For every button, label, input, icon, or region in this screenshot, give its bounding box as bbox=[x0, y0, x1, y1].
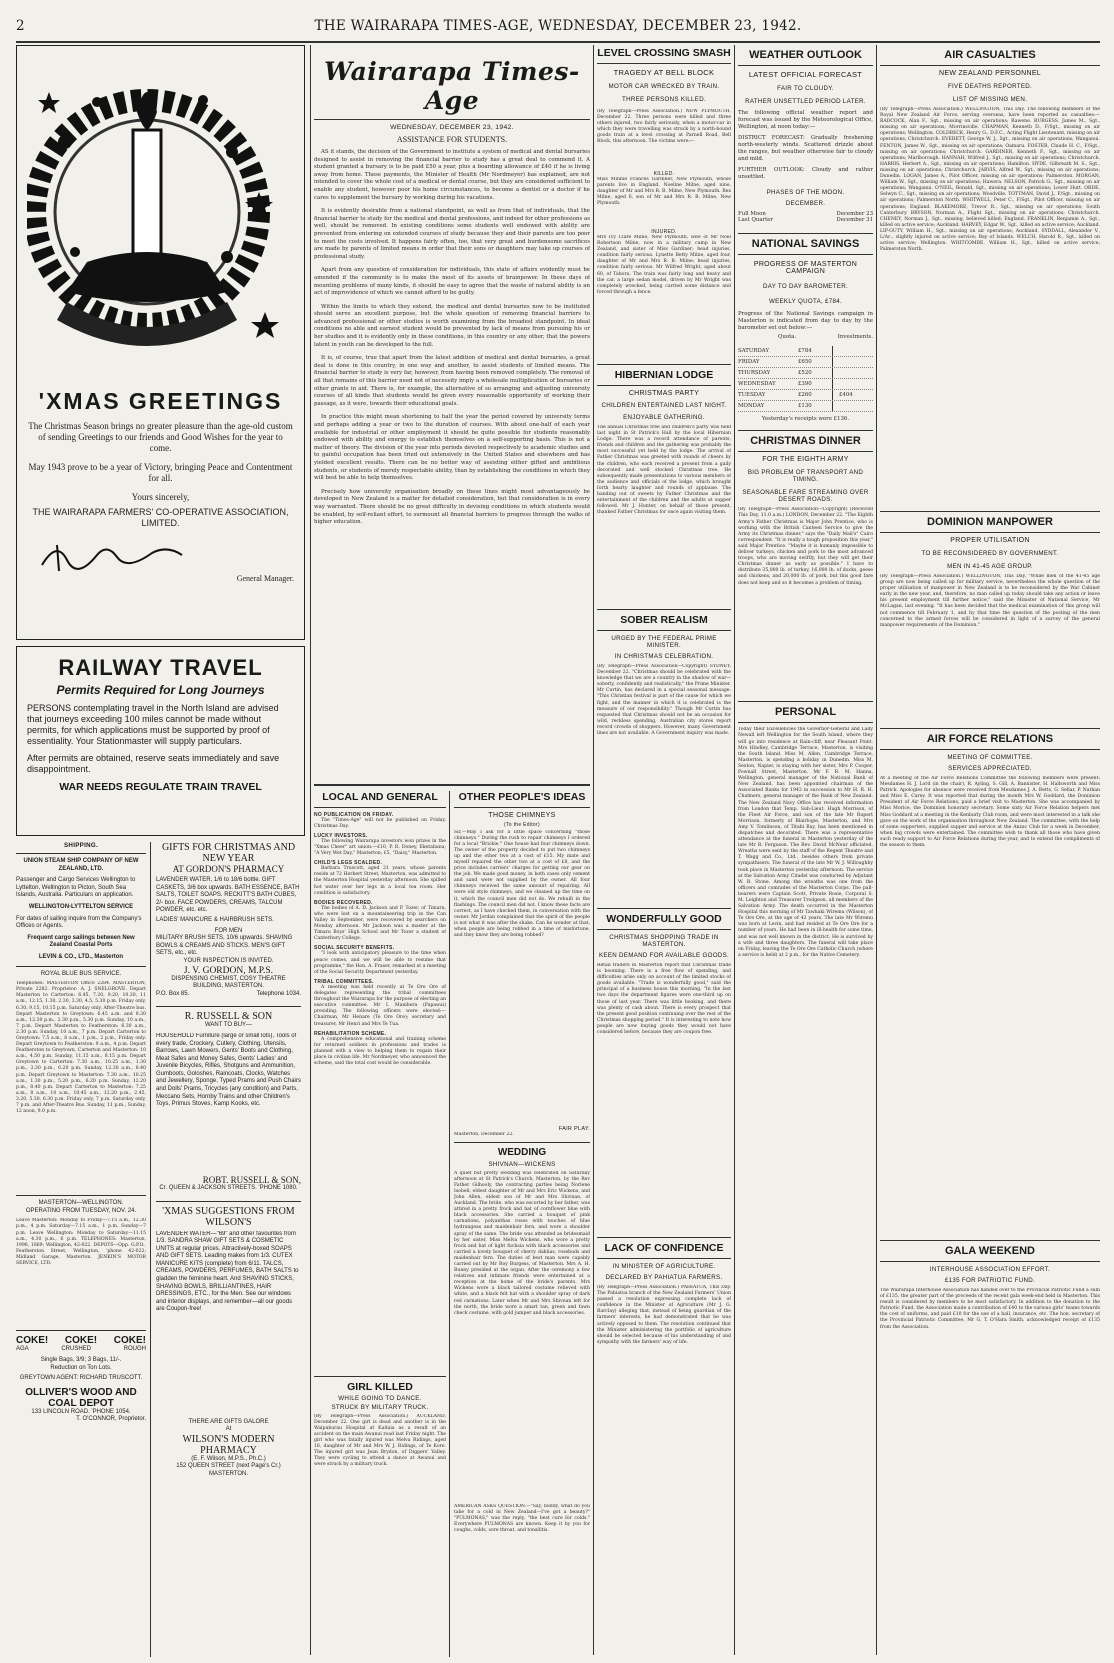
moon-date: December 31 bbox=[836, 217, 873, 224]
moon-row bbox=[738, 217, 873, 223]
crossing-sub1: TRAGEDY AT BELL BLOCK bbox=[613, 68, 715, 77]
coke-grades bbox=[16, 1346, 146, 1354]
savings-quota-value: £784 bbox=[798, 346, 833, 356]
weather-body: The following official weather report and forecast was issued by the Meteorological Office, Wellington, at noon today:— bbox=[738, 110, 873, 130]
coke-ton: Reduction on Ton Lots. bbox=[50, 1364, 112, 1371]
coke-2: COKE! bbox=[64, 1335, 98, 1347]
sober-title: SOBER REALISM bbox=[620, 614, 708, 626]
wl-service: WELLINGTON-LYTTELTON SERVICE bbox=[28, 903, 134, 910]
xmas-yours: Yours sincerely, bbox=[131, 492, 190, 502]
crossing-sub3: THREE PERSONS KILLED. bbox=[621, 96, 706, 103]
ideas-sub: THOSE CHIMNEYS bbox=[488, 811, 556, 819]
masthead-line: THE WAIRARAPA TIMES-AGE, WEDNESDAY, DECEMBER 23, 1942. bbox=[314, 18, 802, 34]
savings-quota: WEEKLY QUOTA, £784. bbox=[768, 298, 843, 306]
girl-killed-title: GIRL KILLED bbox=[347, 1380, 413, 1393]
russell-addr: Cr. QUEEN & JACKSON STREETS. 'PHONE 1080. bbox=[159, 1184, 298, 1191]
weather-sub2: FAIR TO CLOUDY. bbox=[777, 85, 834, 92]
hibernian-sub2: CHILDREN ENTERTAINED LAST NIGHT. bbox=[601, 402, 727, 409]
confidence-body: (By Telegraph—Press Association.) PAHIATUA, This Day. The Pahiatua branch of the New Zealand Farmers' Union passed a resolution expressing complete lack of confidence in the Minister of Agriculture (Mr J. G. Barclay) alleging that, instead of being guardian of the farmers' interests, he had demonstrated that he was actively opposed to them. The resolution continued that the Minister administering the portfolio of agriculture should be selected because of his understanding of and sympathy with the farmers' way of life. bbox=[597, 1285, 731, 1345]
editorial-para: Within the limits to which they extend, the medical and dental bursaries now to be instituted should serve an excellent purpose, but the whole question of removing financial barriers to advanced professional or other studies is worth examining from the broadest standpoint. In ideal conditions no able and earnest student would be prevented by lack of means from pursuing his or her studies and it is evidently only in these conditions, in this country or any other, that the powers latent in youth can be developed to the full. bbox=[314, 303, 590, 348]
savings-investment-value bbox=[833, 379, 868, 389]
xmas-greetings-ad bbox=[16, 45, 305, 640]
savings-investment-value bbox=[833, 357, 868, 367]
air-casualty-list: (By Telegraph—Press Association.) WELLINGTON, This Day. The following members of the Royal New Zealand Air Force, serving overseas, have been reported as casualties:— BADCOCK, Alan F., Sgt., missing on air operations; Rawene. BURGESS, James M., Sgt., missing on air operations; Morrinsville. CHAPMAN, Kenneth D., F/Sgt., missing on air operations; Wellington. COLDBECK, Henry G., D.F.C., Acting Flight Lieutenant, missing on air operations; Christchurch. EVERETT, George W. J., Sgt., missing on air operations; Wanganui. FENTON, James W., Sgt., missing on air operations; Oamaru. FOSTER, Claude H. C., F/Sgt., missing on air operations; Christchurch. GARDINER, Kenneth F., Sgt., missing on air operations; Marlborough. HANNAH, Wilfred J., Sgt., missing on air operations; Christchurch. HARRIS, Herbert A., Sgt., missing on air operations; Hamilton. HYDE, Gilbreath M. S., Sgt., missing on air operations; Christchurch. JARVIS, Alfred W., Sgt., missing on air operations; Dunedin. LOGAN, James A., Pilot Officer, missing on air operations; Palmerston. MORGAN, William W., Sgt., missing on air operations; Hawera. NELSON, Patrick G., Sgt., missing on air operations; Wanganui. O'NEIL, Ronald, Sgt., missing on air operations; Lower Hutt. ORDE, Selwyn C., Sgt., missing on air operations; Woodville. TOTTMAN, David J., F/Sgt., missing on air operations; Palmerston North. WHITWELL, Peter C., F/Sgt., Pilot Officer, missing on air operations; England. BLAKEMORE, Trevor R., Sgt., missing on air operations; South Canterbury. BRYSON, Norman A., Flight Sgt., missing on air operations; Christchurch. CHENEY, Norman J., Sgt., missing, believed killed; England. FRANKLIN, Benjamin A., Sgt., killed on active service; Auckland. HARVEY, Edgar W., Sgt., killed on active service; Auckland. LIP-GUTY, William H., Sgt., missing on air operations; Auckland. SYDDALL, Alexander V., L/Ac., slightly injured on active service; Bay of Islands. WELCH, Harold R., Sgt., killed on active service; Wellington. WHITCOMBE, William H., Sgt., killed on active service; Palmerston North. bbox=[880, 107, 1100, 253]
coke-1: COKE! bbox=[16, 1335, 49, 1347]
pulmonas-ad: AMERICAN ASKS QUESTION.—"Say, buddy, what do you take for a cold in New Zealand—I've got a beauty?" "PULMONAS," was the reply, "the best cure for colds." Everywhere PULMONAS are known. Keep it by you for coughs, colds, sore throat, and tonsilitis. bbox=[454, 1503, 590, 1533]
local-item-text: Barbara Truscott, aged 21 years, whose parents reside at 72 Herbert Street, Masterton, was admitted to the Masterton Hospital yesterday afternoon. She spilled hot water over her legs in a local tea room. Her condition is satisfactory. bbox=[314, 866, 446, 896]
gordon-po: P.O. Box 85. bbox=[156, 990, 190, 997]
editorial-para: AS it stands, the decision of the Government to institute a system of medical and dental bursaries designed to assist in removing the financial barrier to study has a great deal to commend it. A student granted a bursary is to be paid £50 a year, plus a boarding allowance of £40 if he is living away from home. These payments, the Minister of Health (Mr Nordmeyer) has explained, are not intended to cover the whole cost of a medical or dental course, but they are considered sufficient to enable any student, however poor his home circumstances, to become a dentist or a doctor if he cares to supplement the bursary by working during his vacations. bbox=[314, 149, 590, 201]
savings-col-quota: Quota. bbox=[778, 334, 797, 341]
savings-row bbox=[738, 379, 873, 390]
editorial-title: ASSISTANCE FOR STUDENTS. bbox=[396, 135, 508, 144]
gordon-at: AT GORDON'S PHARMACY bbox=[172, 864, 285, 874]
olliver-title: OLLIVER'S WOOD AND COAL DEPOT bbox=[25, 1386, 137, 1409]
girl-killed-sub2: STRUCK BY MILITARY TRUCK. bbox=[331, 1403, 429, 1411]
xmas-org: THE WAIRARAPA FARMERS' CO-OPERATIVE ASSOCIATION, LIMITED. bbox=[32, 507, 289, 528]
local-items bbox=[314, 812, 446, 1372]
local-item-head: TRIBAL COMMITTEES. bbox=[314, 978, 374, 985]
crossing-injured: Mrs Ivy Clare Milne, New Plymouth, wife of Mr Noel Robertson Milne, now in a military camp in New Zealand, and sister of Miss Gardiner; head injuries, condition fairly serious. Lynette Betty Milne, aged four, daughter of Mr and Mrs R. B. Milne; head injuries, condition fairly serious. Mr Wilfred Wright, aged about 60, of Tahora. The train was fairly long and heavy and the car, a large sedan model, driven by Mr Wright was completely wrecked, being carried some distance and forced through a fence. bbox=[597, 235, 731, 295]
dinner-body: (By Telegraph—Press Association—Copyright) (Received This Day, 11.0 a.m.) LONDON, December 22. "The Eighth Army's Father Christmas is Major John Prentice, who is working with the British Canteen Service to give the Army its Christmas dinner," says the "Daily Mail's" Cairo correspondent. "It is really a tough proposition this year," said Major Prentice. "Maybe it is humanly impossible to deliver turkeys, chicken and pork to the most advanced troops, who are moving swiftly, but they will get their Christmas dinner as early as possible." I have to distribute 35,000 lb. of turkey, 16,000 lb. of ducks, geese and chickens, and 20,000 lb. of pork, but this good fare does not keep and so it becomes a problem of timing. bbox=[738, 507, 873, 586]
editorial-para: Apart from any question of consideration for individuals, this state of affairs evidently must be amended if the community is to make the most of its assets of brainpower. In these days of mounting problems of many kinds, it should be easy to agree that the waste of natural ability is an act of improvidence of which we cannot afford to be guilty. bbox=[314, 267, 590, 297]
airforce-relations-title: AIR FORCE RELATIONS bbox=[926, 733, 1054, 745]
local-item-text: A comprehensive educational and training scheme for returned soldiers in professions and trades is planned with a view to helping them to regain their place in civilian life. Mr Nordmeyer, who announced the scheme, said the total cost would be considerable. bbox=[314, 1036, 446, 1067]
savings-body: Progress of the National Savings campaign in Masterton is indicated from day to day by the barometer set out below:— bbox=[738, 311, 873, 332]
savings-sub: PROGRESS OF MASTERTON CAMPAIGN bbox=[753, 261, 858, 276]
gordon-men-body: MILITARY BRUSH SETS, 10/6 upwards. SHAVING BOWLS & CREAMS AND STICKS. MEN'S GIFT SETS, etc., etc. bbox=[156, 935, 293, 957]
shipping-agent: LEVIN & CO., LTD., Masterton bbox=[38, 953, 124, 960]
airforce-body: At a meeting of the Air Force Relations Committee the following members were present: Mesdames H. J. Lord (in the chair), R. Ayling, S. Gill, A. Bannister, H. Hallsworth and Miss Patrick. Apologies for absence were received from Mesdames J. A. Betts, G. Sellar, P. Nathan and Miss E. Carey. It was reported that during the month Mrs W. Goddard, the Dominion President of Air Force Relations, paid a brief visit to Masterton. She was accompanied by Miss Morice, the Dominion honorary secretary. Some sixty Air Force Relation helpers met Miss Goddard at a meeting in the Kenburly Club room, and were most interested in a talk she gave on the work of the organisation throughout New Zealand. The committee, with the help of some supporters, supplied supper and service at the Anzac Club for a week in December, when big crowds were entertained. The committee wish to thank all those who have given such ready support to Air Force Relations during the year, and to extend the compliments of the season to them. bbox=[880, 776, 1100, 849]
savings-quota-value: £130 bbox=[798, 401, 833, 411]
editorial-para: It is evidently desirable from a national standpoint, as well as from that of individuals, that the financial barrier to study for the medical and dental professions, and indeed for other professions as well, should be removed. In existing conditions some students well endowed with ability are prevented from entering on extended courses of study because they and their parents are too poor to meet the costs involved. It happens fairly often, too, that very great and burdensome sacrifices are made by parents of limited means in order that their sons or daughters may take up courses of professional study. bbox=[314, 208, 590, 260]
ideas-place: Masterton, December 22. bbox=[454, 1131, 514, 1137]
russell-want: WANT TO BUY— bbox=[204, 1022, 253, 1029]
editorial-date: WEDNESDAY, DECEMBER 23, 1942. bbox=[390, 124, 514, 131]
weather-district: DISTRICT FORECAST: Gradually freshening north-westerly winds. Scattered drizzle about the ranges, but weather otherwise fair to cloudy and mild. bbox=[738, 135, 873, 162]
russell-name: R. RUSSELL & SON bbox=[184, 1011, 273, 1023]
crossing-injured-h: INJURED. bbox=[651, 229, 677, 235]
ideas-editor: (To the Editor) bbox=[504, 821, 540, 828]
coke-banner bbox=[16, 1335, 146, 1346]
moon-date: December 23 bbox=[836, 211, 873, 217]
greytown-agent: GREYTOWN AGENT: RICHARD TRUSCOTT. bbox=[19, 1375, 143, 1382]
olliver-prop: T. O'CONNOR, Proprietor. bbox=[76, 1416, 146, 1423]
dinner-sub3: SEASONABLE FARE STREAMING OVER DESERT ROADS. bbox=[742, 489, 869, 504]
ideas-letter: Sir,—May I ask for a little space concerning "those chimneys." During the rush to repair chimneys I ordered for a local "Brickie." One house had four chimneys down. The owner of the property decided to put two chimneys up and the other two at a cost of £15. My mate and myself repaired the other two at a cost of £8, and the price includes carriers' charges for getting our gear on the job. We made good money, in both cases only cement and sand were not supplied by the owner. All four chimneys received the same amount of repairing. All were old style chimneys, and we cleaned up the time on it, which the council men did not do. We rebuilt in the flashings. The council men did not. I know these facts are correct, as I have checked them, in conversation with the owner. Mr Jordan complained that the spirit of the people is not what it was after the shake. Can he wonder at that, when people are being robbed in a time of misfortune, and they know they are being robbed? bbox=[454, 829, 590, 939]
savings-sub2: DAY TO DAY BAROMETER. bbox=[762, 283, 849, 291]
personal-body: Today their Excellencies the Governor-General and Lady Newall left Wellington for the South Island, where they will go into residence at Rain-cliff, near Pleasant Point. Mrs Hindley, Cambridge Terrace, Masterton, is visiting the South Island. Miss M. Allen, Cambridge Terrace, Masterton, is spending a holiday in Dunedin. Miss M. Sexton, Napier, is staying with her sister, Mrs P. Cooper, Pownall Street, Masterton. Mr F. R. M. Hanna, Wellington, general manager of the National Bank of New Zealand, has been appointed chairman of the Associated Banks for 1943 in succession to Mr H. R. H. Chalmers, general manager of the Bank of New Zealand. The New Zealand Navy Office has received information from London that Temp. Sub-Lieut. Hugh Morrison, of the Fleet Air Force, and son of the late Mr Rupert Morrison, formerly of Blairlogie, Masterton, and Mrs Amy V. Tomlinson, of Titahi Bay, has been mentioned in dispatches and decorated. There was a representative attendance at the funeral in Masterton yesterday of the late Mr R. Ferguson. The Rev. David McNeur officiated. Wreaths were sent by the staff of the Regent Theatre and T. Wagg and Co., Ltd., besides others from private sympathisers. The funeral of the late Mr W. J. Willoughby took place in Masterton yesterday afternoon. The service at the Salvation Army Citadel was conducted by Adjutant W. B. Stone. Among the wreaths was one from the officers and comrades of the Masterton Corps. The pall-bearers were Captain Scott, Private Rosie, Corporal S. M. Leighton and Treasurer Trodgeon, all members of the Salvation Army. The death occurred in the Masterton Hospital this morning of Mr Tawhaki Wiremu (Wilson), of Te Ore Ore, at the age of 42 years. The late Mr Wiremu was born at Levin, and had resided at Te Ore Ore for a number of years. He had been in ill-health for some time, and was not well known in the district. He is survived by a wife and three daughters. The funeral will take place on Friday, leaving the Te Ore Ore Catholic Church (where a service is held) at 2 p.m., for the Native Cemetery. bbox=[738, 727, 873, 958]
local-item-text: "I look with anticipatory pleasure to the time when peace comes, and we will be able to resume that programme," the Hon. A. Fraser, remarked at a meeting of the Social Security Department yesterday. bbox=[314, 951, 446, 975]
coke-rough: ROUGH bbox=[123, 1346, 146, 1353]
personal-title: PERSONAL bbox=[774, 706, 837, 719]
wilson-body: LAVENDER WATER—"69" and other favourites from 1/3. SANDRA SHAW GIFT SETS & COSMETIC UNITS at regular prices. Attractively-boxed SOAPS AND GIFT SETS. Leading makes from 1/3. CUTEX MANICURE KITS (complete) from 6/11. TALCS, CREAMS, POWDERS, PERFUMES, BATH SALTS to gladden the feminine heart. And SHAVING STICKS, SHAVING BOWLS, BRILLIANTINES, HAIR DRESSINGS, ETC., for the Men. See our windows and interior displays, and remember—all our goods are Coupon-free! bbox=[156, 1230, 299, 1313]
mw-operating: OPERATING FROM TUESDAY, NOV. 24. bbox=[25, 1207, 137, 1214]
chemist-ads bbox=[151, 842, 301, 1657]
editorial-para: Precisely how university organisation broadly on these lines might most advantageously be developed in New Zealand is a matter for detailed consideration, but that consideration is in every way warranted. There should be no great difficulty in devising conditions in which students would be enabled, by self-reliant effort, to surmount all financial barriers to progress through the walks of higher education. bbox=[314, 488, 590, 526]
gordon-body: LAVENDER WATER, 1/6 to 18/6 bottle. GIFT CASKETS, 3/6 box upwards. BATH ESSENCE, BATH SALTS, TOILET SOAPS. RECKITT'S BATH CUBES, 2/- box. FACE POWDERS, CREAMS, TALCUM POWDER, etc. etc. bbox=[156, 877, 300, 914]
local-item-head: BODIES RECOVERED. bbox=[314, 899, 373, 906]
crossing-body: (By Telegraph—Press Association.) NEW PLYMOUTH, December 22. Three persons were killed and three others injured, two fairly seriously, when a motor-car in which they were travelling was struck by a north-bound goods train at a level crossing at Parnell Road, Bell Block, this afternoon. The victims were:— bbox=[597, 109, 731, 145]
manpower-body: (By Telegraph—Press Association.) WELLINGTON, This Day. "While men of the 41-45 age group are now being called up for military service, nevertheless the whole question of the proper utilisation of manpower in New Zealand is to be reconsidered by the War Cabinet early in the new year, and, therefore, no man called up today should take any action or leave his present employment till further notice," said the Minister of National Service, Mr McLagan, last evening. "It has been decided that the medical examination of this group will not commence till February 1, and by that time the question of the posting of the men concerned to the armed forces will be considered in light of a survey of the general manpower requirements of the Dominion." bbox=[880, 574, 1100, 628]
railway-travel-ad bbox=[16, 646, 305, 836]
wilson-addr: 152 QUEEN STREET (next Page's Cr.) MASTERTON. bbox=[176, 1463, 281, 1477]
dinner-sub: FOR THE EIGHTH ARMY bbox=[762, 456, 849, 464]
lower-editorial bbox=[314, 791, 590, 1658]
local-item-text: A meeting was held recently at Te Ore Ore of delegates representing the tribal committees throughout the Wairarapa for the purpose of electing an executive committee. Mr I. Manihera (Papawai) presiding. The following officers were elected:—Chairman, Mr Henare (Te Ore Ore); secretary and treasurer, Mr Henri and Mrs Te Tua. bbox=[314, 984, 446, 1027]
savings-quota-value: £520 bbox=[798, 368, 833, 378]
dinner-title: CHRISTMAS DINNER bbox=[750, 435, 861, 448]
savings-row bbox=[738, 368, 873, 379]
news-column-3 bbox=[597, 45, 731, 1657]
confidence-sub: IN MINISTER OF AGRICULTURE. bbox=[612, 1263, 716, 1270]
savings-day: SATURDAY bbox=[738, 348, 770, 355]
sober-sub2: IN CHRISTMAS CELEBRATION. bbox=[614, 653, 714, 660]
airforce-sub: MEETING OF COMMITTEE. bbox=[947, 754, 1033, 761]
manpower-sub2: TO BE RECONSIDERED BY GOVERNMENT. bbox=[921, 550, 1059, 557]
editorial-rule bbox=[314, 784, 590, 786]
railway-text-2: After permits are obtained, reserve seats immediately and save disappointment. bbox=[27, 753, 280, 774]
dinner-sub2: BIG PROBLEM OF TRANSPORT AND TIMING. bbox=[747, 469, 864, 484]
air-casualties-title: AIR CASUALTIES bbox=[944, 49, 1036, 61]
shipping-head: SHIPPING. bbox=[64, 842, 98, 849]
olliver-addr: 133 LINCOLN ROAD. 'PHONE 1054. bbox=[31, 1408, 131, 1415]
moon-month: DECEMBER. bbox=[785, 200, 826, 207]
russell-body: HOUSEHOLD Furniture (large or small lots), Tools of every trade, Crockery, Cutlery, Clothing, Utensils, Barrows, Lawn Mowers, Gents' Boots and Clothing, Meat Safes and Money Safes, Gents' Ladies' and Juvenile Bicycles, Rifles, Shotguns and Ammunition, Gumboots, Goloshes, Raincoats, Clocks, Watches and Jewellery, Sponge, Typed Prams and Push Chairs and Dolls' Prams, Tricycles (any condition) and Parts, Meccano Sets, Hornby Trains and other Children's Toys, Primus Stoves, Kamp Kooks, etc. bbox=[156, 1032, 301, 1108]
local-title: LOCAL AND GENERAL bbox=[322, 790, 438, 803]
savings-quota-value: £650 bbox=[798, 357, 833, 367]
savings-investment-value: £404 bbox=[839, 392, 853, 399]
local-item-text: The following Wairarapa investors won prizes in the "Xmas Cheer" art union:—£10, P. R. Doney, Eketahuna; "A Very Wet Day," Masterton; £5, "Daisy," Masterton. bbox=[314, 838, 446, 857]
gala-sub: INTERHOUSE ASSOCIATION EFFORT. bbox=[929, 1266, 1051, 1273]
xmas-greetings-title: 'XMAS GREETINGS bbox=[38, 388, 283, 414]
wedding-title: WEDDING bbox=[497, 1146, 547, 1158]
column-rule-4 bbox=[876, 45, 877, 1655]
crossing-title: LEVEL CROSSING SMASH bbox=[597, 47, 731, 59]
union-body: Passenger and Cargo Services Wellington to Lyttelton, Wellington to Picton, South Sea Islands, Australia. Particulars on application. bbox=[16, 877, 136, 899]
gordon-title: GIFTS FOR CHRISTMAS AND NEW YEAR bbox=[161, 842, 296, 864]
girl-killed-sub: WHILE GOING TO DANCE. bbox=[338, 1394, 422, 1402]
airforce-sub2: SERVICES APPRECIATED. bbox=[948, 765, 1032, 772]
xmas-text-1: The Christmas Season brings no greater pleasure than the age-old custom of sending Greetings to our friends and Good Wishes for the year to come. bbox=[28, 421, 293, 453]
hibernian-sub: CHRISTMAS PARTY bbox=[628, 390, 700, 397]
coke-aga: AGA bbox=[16, 1346, 29, 1353]
gala-body: The Wairarapa Interhouse Association has handed over to the Provincial Patriotic Fund a sum of £135, the greater part of the proceeds of the recent gala week-end held in Masterton. This result is considered by members to be most satisfactory. In addition to the donation to the Patriotic Fund, the Association made a contribution of £40 to the various girls' teams towards the cost of uniforms, and paid £10 for the use of a hall, insurance, etc. The hon. secretary of the Provincial Patriotic Committee, Mr G. T. O'Hara Smith, acknowledged receipt of £135 from the Association. bbox=[880, 1288, 1100, 1330]
crossing-sub2: MOTOR CAR WRECKED BY TRAIN. bbox=[608, 83, 720, 90]
savings-investment-value bbox=[833, 401, 868, 411]
editorial-body bbox=[314, 149, 590, 779]
column-rule-1 bbox=[310, 45, 311, 1655]
wonderful-sub: CHRISTMAS SHOPPING TRADE IN MASTERTON. bbox=[609, 934, 719, 948]
column-rule-3 bbox=[734, 45, 735, 1655]
union-steam-co: UNION STEAM SHIP COMPANY OF NEW ZEALAND, LTD. bbox=[23, 858, 139, 872]
gala-sub2: £135 FOR PATRIOTIC FUND. bbox=[944, 1277, 1036, 1284]
wilson-title: 'XMAS SUGGESTIONS FROM WILSON'S bbox=[162, 1205, 295, 1228]
air-sub3: LIST OF MISSING MEN. bbox=[952, 96, 1028, 103]
wilson-prop: (E. F. Wilson, M.P.S., Ph.C.) bbox=[191, 1455, 266, 1462]
confidence-title: LACK OF CONFIDENCE bbox=[604, 1242, 724, 1254]
russell-sign: ROBT. RUSSELL & SON, bbox=[202, 1174, 301, 1185]
news-column-5 bbox=[880, 45, 1100, 1657]
local-item-text: The "Times-Age" will not be published on Friday, Christmas Day. bbox=[314, 817, 446, 829]
crossing-killed: Miss Minnie Frances Gardiner, New Plymouth, whose parents live in England. Noeline Milne, aged nine, daughter of Mr and Mrs R. B. Milne, New Plymouth. Rex Milne, aged 6, son of Mr and Mrs R. B. Milne, New Plymouth. bbox=[597, 177, 731, 207]
xmas-text-2: May 1943 prove to be a year of Victory, bringing Peace and Contentment for all. bbox=[28, 462, 293, 483]
page-header bbox=[16, 14, 1100, 38]
wedding-body: A quiet but pretty wedding was celebrated on Saturday afternoon at St Patrick's Church, Masterton, by the Rev Father Gilhooly, the contracting parties being Norlene Isobell, eldest daughter of Mr and Mrs Eric Wickens, and John Allen, eldest son of Mr and Mrs Shivnan, of Auckland. The bride, who was escorted by her father, was attired in a pretty frock and hat of cornflower blue with black accessories. She carried a bouquet of pink carnations, polyanthas roses with touches of blue hydrangeas and maidenhair fern, and wore a shoulder spray of the same. The bride was attended as bridesmaid by her sister, Miss Melva Wickens, who wore a pretty frock and hat of light fuchsia with black accessories and carried a lovely bouquet of cherry dahlias, rosebuds and maidenhair fern. The duties of best man were capably carried out by Mr Roy Burgess, of Masterton. Mrs A. H. Bunny presided at the organ. After the ceremony a few relatives and intimate friends were entertained at a reception at the home of the bride's parents. Mrs Wickens wore a black tailored costume relieved with white, and a black felt hat with a shoulder spray of dark red carnations. Later when Mr and Mrs Shivnan left for the north, the bride wore a smart tan, green and fawn check costume, with gold jumper and black accessories. bbox=[454, 1170, 590, 1316]
manpower-title: DOMINION MANPOWER bbox=[927, 516, 1053, 528]
wonderful-body: Retail traders in Masterton report that Christmas trade is booming. There is a free flow of spending, and difficulties arise only on account of the limited stocks of goods available. "Trade is wonderfully good," said the principal of a business house this morning. "In the last two days the department figures were one-third up on those of last year. There was little booking, and there was plenty of cash about. There is every prospect that the present good position continuing over the rest of the Christmas shopping period." It is interesting to note how people are now buying goods they would not have considered before, because they are coupon free. bbox=[597, 963, 731, 1036]
bus-service: ROYAL BLUE BUS SERVICE. bbox=[40, 970, 122, 977]
local-item-text: The bodies of A. D. Jackson and P. Tozer, of Timaru, who were lost on a mountaineering trip in the Can Valley in September, were recovered by searchers on Monday afternoon. Mr Jackson was a master at the Timaru Boys' High School and Mr Tozer a student of Canterbury College. bbox=[314, 905, 446, 942]
savings-row bbox=[738, 346, 873, 357]
advertising-column bbox=[16, 45, 305, 1657]
confidence-sub2: DECLARED BY PAHIATUA FARMERS. bbox=[605, 1274, 723, 1281]
weather-sub3: RATHER UNSETTLED PERIOD LATER. bbox=[745, 98, 866, 105]
xmas-manager: General Manager. bbox=[236, 574, 294, 583]
signature bbox=[37, 535, 187, 575]
savings-day: MONDAY bbox=[738, 403, 765, 410]
savings-barometer bbox=[738, 346, 873, 412]
weather-title: WEATHER OUTLOOK bbox=[749, 49, 862, 61]
railway-text-1: PERSONS contemplating travel in the North Island are advised that journeys exceeding 100 miles cannot be made without permits, for which applications must be supported by proof of essentiality. Your Stationmaster will supply particulars. bbox=[27, 703, 279, 746]
local-item-head: REHABILITATION SCHEME. bbox=[314, 1030, 387, 1037]
hibernian-body: The annual Christmas tree and children's party was held last night in St Patrick's Hall by the local Hibernian Lodge. There was a record attendance of parents, friends and children and the gathering was probably the most successful yet held by the lodge. The arrival of Father Christmas was greeted with rounds of cheers by the children, who each received a present from a gaily decorated and well stocked Christmas tree. He subsequently made presentations to various members of the audience and officials of the lodge, which brought forth hearty laughter and rounds of applause. The handing out of sweets by Father Christmas and the entertainment of the children and the adults at supper followed. Mr J. Hunter, on behalf of those present, thanked Father Christmas for once again visiting them. bbox=[597, 425, 731, 516]
gordon-men: FOR MEN bbox=[214, 927, 243, 934]
savings-day: WEDNESDAY bbox=[738, 381, 776, 388]
editorial-para: In practice this might mean shortening to half the year the period covered by university terms and perhaps adding a year or two to the duration of courses. With about one-half of each year available for industrial or other employment it should be quite possible for students reasonably endowed with ability and energy to establish themselves on a self-supporting basis. This is not a matter of theory. The division of the year into periods devoted respectively to academic studies and to gainful occupation has been tried out extensively in the United States and elsewhere and has yielded excellent results. There can be no better way of assisting either gifted and ambitious students, or students of merely respectable ability, than by establishing the conditions in which they will best be able to help themselves. bbox=[314, 414, 590, 482]
savings-investment-value bbox=[833, 346, 868, 356]
sailing-dates: For dates of sailing inquire from the Company's Offices or Agents. bbox=[16, 915, 142, 930]
coke-crushed: CRUSHED bbox=[61, 1346, 91, 1353]
coke-bags: Single Bags, 3/9; 3 Bags, 11/-. bbox=[40, 1356, 122, 1363]
hibernian-sub3: ENJOYABLE GATHERING. bbox=[623, 414, 705, 421]
savings-col-invest: Investments. bbox=[837, 334, 873, 341]
railway-title: RAILWAY TRAVEL bbox=[58, 655, 263, 680]
shipping-ads bbox=[16, 842, 151, 1657]
savings-colheads bbox=[738, 334, 873, 340]
savings-row bbox=[738, 357, 873, 368]
savings-yesterday: Yesterday's receipts were £136. bbox=[761, 416, 850, 423]
hibernian-title: HIBERNIAN LODGE bbox=[614, 369, 714, 381]
cargo-sailings: Frequent cargo sailings between New Zealand Coastal Ports bbox=[27, 934, 135, 949]
savings-investment-value bbox=[833, 368, 868, 378]
news-column-4 bbox=[738, 45, 873, 1657]
editorial-masthead: Wairarapa Times-Age bbox=[324, 57, 580, 115]
air-sub: NEW ZEALAND PERSONNEL bbox=[939, 70, 1041, 77]
moon-heading: PHASES OF THE MOON. bbox=[766, 189, 845, 196]
savings-quota-value: £390 bbox=[798, 379, 833, 389]
wedding-sub: SHIVNAN—WICKENS bbox=[488, 1160, 556, 1168]
railway-subtitle: Permits Required for Long Journeys bbox=[56, 683, 265, 697]
air-sub2: FIVE DEATHS REPORTED. bbox=[947, 83, 1033, 90]
ideas-title: OTHER PEOPLE'S IDEAS bbox=[458, 790, 586, 803]
railway-tagline: WAR NEEDS REGULATE TRAIN TRAVEL bbox=[59, 781, 262, 793]
savings-day: FRIDAY bbox=[738, 359, 760, 366]
savings-day: TUESDAY bbox=[738, 392, 766, 399]
editorial-para: It is, of course, true that apart from the latest addition of medical and dental bursaries, a great deal is done in this country, in one way and another, to assist students of limited means. The financial barrier to study is very far, however, from having been removed completely. The removal of all that remains of this barrier need not of necessity imply a wholesale multiplication of bursaries or other grants in aid. There is, for example, the alternative of so arranging and adjusting university courses of all kinds that students would be given every reasonable opportunity of working their passage, as it were, towards their educational goals. bbox=[314, 355, 590, 407]
local-item-head: LUCKY INVESTORS. bbox=[314, 832, 368, 839]
gala-title: GALA WEEKEND bbox=[944, 1245, 1036, 1257]
gordon-contact bbox=[156, 991, 301, 999]
mw-timetable: Leave Masterton: Monday to Friday—7.15 a.m., 12.30 p.m., 4 p.m. Saturday—7.15 a.m., 1 p.m. Sunday—7 p.m. Leave Wellington: Monday to Saturday—11.15 a.m., 4.30 p.m., 6 p.m. TELEPHONES: Masterton, 1996, 1869; Wellington, 42-022. DEPOTS—Opp. G.P.O., Featherston Street, Wellington, 'phone 42-022; Midland Garage, Masterton. JENKIN'S MOTOR SERVICE, LTD. bbox=[16, 1218, 146, 1266]
manpower-sub3: MEN IN 41-45 AGE GROUP. bbox=[947, 563, 1033, 570]
candle-wreath-illustration bbox=[27, 52, 293, 382]
header-rule bbox=[16, 41, 1100, 43]
editorial-column bbox=[314, 45, 590, 1657]
bus-timetable: Telephones: MASTERTON Office 2284. MASTERTON, Private 2282. Proprietor: A. J. SNELGROVE. Depart Masterton to Carterton: 6.45, 7.20, 9.20, 10.30, 11 a.m., 12.15, 1.30, 2.30, 3.30, 4.5, 5.30 p.m. Friday only, 6.30, 9.15, 10.15 p.m. Saturday only, After-Theatre bus. Depart Masterton to Greytown: 6.45 a.m. and 8.30 a.m., 12.30 p.m., 2.30 p.m., 5.30 p.m. Sunday, 10 a.m., 7 p.m. Depart Masterton to Featherston: 6.30 a.m., 2.30 p.m. Sunday, 10 a.m., 7 p.m. Depart Carterton to Greytown: 7.5 a.m., 8 a.m., 1 p.m., 2 p.m., Friday only. Depart Greytown to Featherston: 9 a.m., 4 p.m. Depart Featherston to Greytown, Carterton and Masterton: 10 a.m., 4.50 p.m. Sunday, 11.15 a.m., 8.15 p.m. Depart Greytown to Carterton: 7.30 a.m., 10.25 a.m., 1.30 p.m., 3.30 p.m., 6.20 p.m. Sunday, 12.30 a.m., 8.40 p.m. Depart Greytown to Masterton: 7.30 a.m., 10.25 a.m., 1.30 p.m., 5.20 p.m., 6.20 p.m. Sunday, 12.20 p.m., 8.40 p.m. Depart Carterton to Masterton: 7.25 a.m., 8 a.m., 10 a.m., 10.45 a.m., 12.20 p.m., 2.45, 3.20, 5.30, 6.30 p.m. Friday only, 7 p.m. Saturday only, 7 p.m. and After-Theatre Bus. Sunday, 11 p.m., Sunday, 12 noon, 9.0 p.m. bbox=[16, 981, 146, 1115]
weather-further: FURTHER OUTLOOK: Cloudy and rather unsettled. bbox=[738, 167, 873, 180]
other-peoples-ideas bbox=[450, 791, 590, 1658]
moon-phase: Full Moon bbox=[738, 211, 766, 217]
wilson-galore: THERE ARE GIFTS GALORE bbox=[188, 1418, 269, 1425]
coke-3: COKE! bbox=[113, 1335, 146, 1347]
gordon-tel: Telephone 1034. bbox=[256, 990, 301, 997]
wilson-name: WILSON'S MODERN PHARMACY bbox=[182, 1433, 275, 1456]
gordon-invite: YOUR INSPECTION IS INVITED. bbox=[183, 957, 274, 964]
crossing-killed-h: KILLED. bbox=[653, 171, 675, 177]
local-item-head: NO PUBLICATION ON FRIDAY. bbox=[314, 811, 394, 818]
gordon-role: DISPENSING CHEMIST, COSY THEATRE BUILDING, MASTERTON. bbox=[171, 975, 286, 990]
local-general bbox=[314, 791, 450, 1658]
local-item-head: SOCIAL SECURITY BENEFITS. bbox=[314, 945, 395, 952]
savings-title: NATIONAL SAVINGS bbox=[751, 238, 860, 251]
small-ads-block bbox=[16, 842, 305, 1657]
sober-sub: URGED BY THE FEDERAL PRIME MINISTER. bbox=[611, 635, 717, 649]
ideas-sign: FAIR PLAY. bbox=[558, 1125, 590, 1132]
column-rule-2 bbox=[593, 45, 594, 1655]
wonderful-sub2: KEEN DEMAND FOR AVAILABLE GOODS. bbox=[598, 952, 730, 959]
page-number: 2 bbox=[16, 18, 25, 34]
moon-phase: Last Quarter bbox=[738, 217, 774, 224]
girl-killed-body: (By Telegraph—Press Association.) AUCKLAND, December 22. One girl is dead and another is in the Waipukurau Hospital at Kaitaia as a result of an accident on the main Awanui road last Friday night. The girl who was fatally injured was Melva Ridings, aged 18, daughter of Mr and Mrs W. J. Ridings, of Te Kore. The injured girl was Jean Brydon, of Diggers' Valley. They were cycling to attend a dance at Awanui and were struck by a military truck. bbox=[314, 1413, 446, 1468]
savings-row bbox=[738, 390, 873, 401]
mw-service: MASTERTON—WELLINGTON. bbox=[38, 1200, 124, 1207]
wilson-at: At bbox=[225, 1426, 232, 1433]
savings-day: THURSDAY bbox=[738, 370, 771, 377]
wonderful-title: WONDERFULLY GOOD bbox=[606, 913, 722, 925]
weather-sub: LATEST OFFICIAL FORECAST bbox=[748, 70, 863, 79]
sober-body: (By Telegraph—Press Association—Copyright) SYDNEY, December 22. "Christmas should be celebrated with the knowledge that we are a country in the shadow of war—soberly, confidently and realistically," the Prime Minister, Mr Curtin, has declared in a special seasonal message. "This Christian festival is part of the cause for which we fight, and the manner in which it is celebrated is the measure of our responsibility." Though Mr Curtin has requested that Christmas should not be an occasion for wild, reckless spending, Australian city stores report record crowds of shoppers. However, many Government lines are not available. A Government inquiry was made. bbox=[597, 664, 731, 737]
gordon-name: J. V. GORDON, M.P.S. bbox=[183, 965, 274, 976]
gordon-ladies: LADIES' MANICURE & HAIRBRUSH SETS. bbox=[156, 916, 274, 923]
local-item-head: CHILD'S LEGS SCALDED. bbox=[314, 860, 383, 867]
savings-row bbox=[738, 401, 873, 412]
savings-quota-value: £260 bbox=[798, 390, 833, 400]
manpower-sub: PROPER UTILISATION bbox=[950, 537, 1030, 544]
